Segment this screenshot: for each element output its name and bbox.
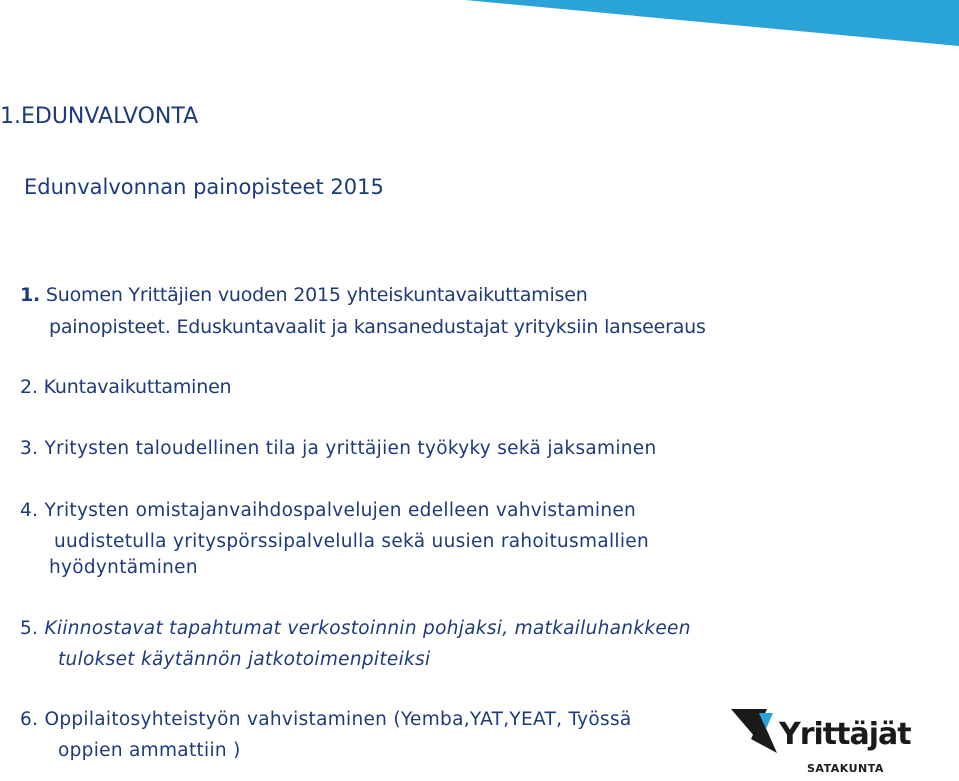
item-text: Kiinnostavat tapahtumat verkostoinnin pohjaksi, matkailuhankkeen [44,618,691,639]
item-text: Yritysten omistajanvaihdospalvelujen edelleen vahvistaminen [44,500,637,521]
item-text: hyödyntäminen [49,557,198,578]
item-text: Suomen Yrittäjien vuoden 2015 yhteiskuntavaikuttamisen [45,284,588,306]
list-item [20,284,588,306]
item-number: 4. [20,500,39,521]
logo-name: Yrittäjät [779,717,911,752]
list-item [20,500,636,521]
header-accent-bar [0,0,959,50]
yrittajat-logo [729,707,929,781]
logo-region: SATAKUNTA [807,762,884,775]
list-item [20,618,691,639]
page-subtitle: Edunvalvonnan painopisteet 2015 [24,175,384,199]
section-heading: 1.EDUNVALVONTA [0,104,199,129]
item-text: oppien ammattiin ) [58,740,241,761]
list-item [20,709,632,730]
item-number: 3. [20,438,39,459]
item-text: Kuntavaikuttaminen [43,376,232,398]
item-text: uudistetulla yrityspörssipalvelulla sekä uusien rahoitusmallien [54,531,649,552]
item-text: Oppilaitosyhteistyön vahvistaminen (Yemba,YAT,YEAT, Työssä [44,709,632,730]
item-number: 6. [20,709,39,730]
item-number: 1. [20,284,41,306]
item-text: tulokset käytännön jatkotoimenpiteiksi [58,649,431,670]
item-text: Yritysten taloudellinen tila ja yrittäjien työkyky sekä jaksaminen [44,438,657,459]
item-number: 2. [20,376,38,398]
item-number: 5. [20,618,39,639]
item-text: painopisteet. Eduskuntavaalit ja kansanedustajat yrityksiin lanseeraus [49,316,706,338]
list-item [20,376,231,398]
list-item [20,438,657,459]
